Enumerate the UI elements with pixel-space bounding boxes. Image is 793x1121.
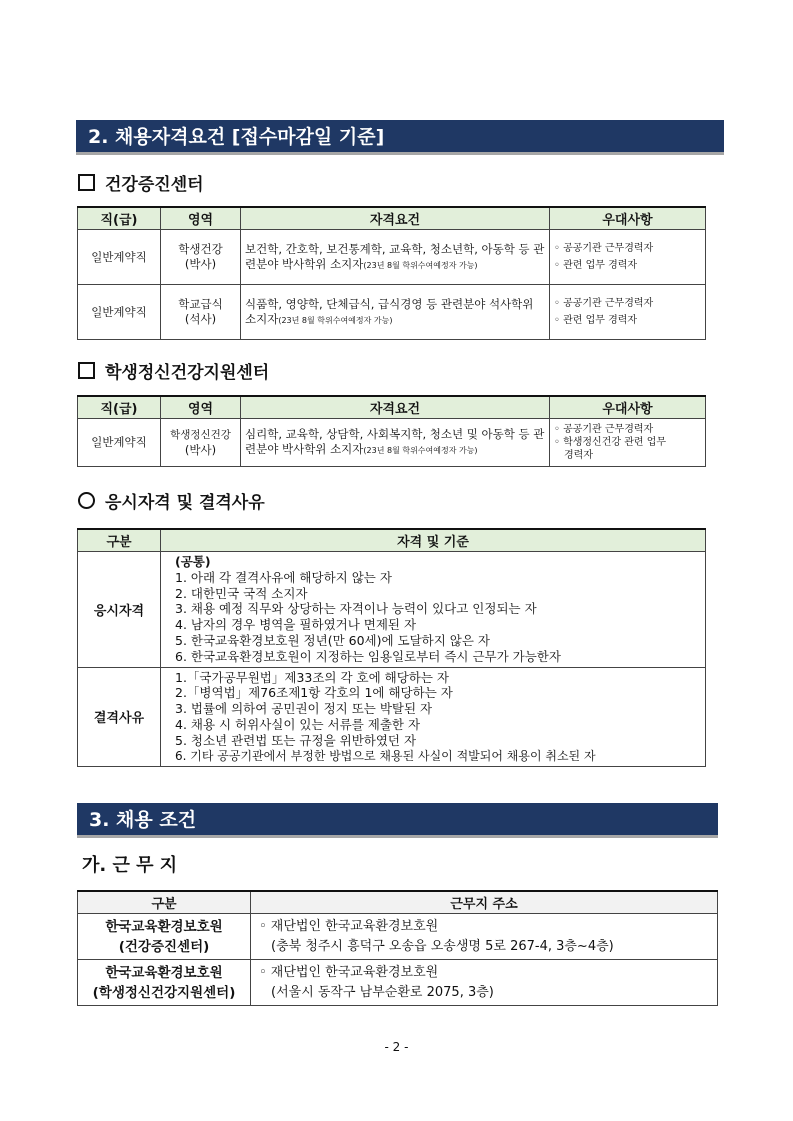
table-row bbox=[78, 285, 706, 340]
apply-common: (공통) bbox=[175, 554, 211, 569]
list-item: 5. 한국교육환경보호원 정년(만 60세)에 도달하지 않은 자 bbox=[175, 632, 491, 648]
header-category: 구분 bbox=[78, 891, 251, 914]
list-item: 6. 기타 공공기관에서 부정한 방법으로 채용된 사실이 적발되어 채용이 취소된 자 bbox=[175, 748, 596, 763]
table-row bbox=[78, 552, 706, 668]
requirements-text: 식품학, 영양학, 단체급식, 급식경영 등 관련분야 석사학위 소지자 bbox=[245, 296, 534, 326]
grade-cell: 일반계약직 bbox=[78, 230, 161, 285]
preference-cell bbox=[550, 419, 706, 467]
disqualification-cell bbox=[161, 667, 706, 767]
table-row bbox=[78, 960, 718, 1006]
requirements-note: (23년 8월 학위수여예정자 가능) bbox=[278, 315, 393, 325]
header-area: 영역 bbox=[161, 207, 241, 230]
list-item: 4. 채용 시 허위사실이 있는 서류를 제출한 자 bbox=[175, 716, 421, 732]
org-name: 한국교육환경보호원 bbox=[105, 964, 223, 981]
requirements-note: (23년 8월 학위수여예정자 가능) bbox=[363, 260, 478, 270]
table-row bbox=[78, 914, 718, 960]
requirements-note: (23년 8월 학위수여예정자 가능) bbox=[363, 446, 478, 455]
workplace-table bbox=[77, 890, 718, 1006]
requirements-cell bbox=[241, 419, 550, 467]
eligibility-table bbox=[77, 528, 706, 767]
preference-item: ◦ 공공기관 근무경력자 bbox=[554, 243, 654, 254]
section-3-title: 3. 채용 조건 bbox=[89, 809, 197, 831]
area-cell bbox=[161, 285, 241, 340]
health-center-table bbox=[77, 206, 706, 340]
circle-bullet-icon bbox=[78, 492, 95, 509]
page-number: - 2 - bbox=[384, 1040, 409, 1054]
grade-cell: 일반계약직 bbox=[78, 285, 161, 340]
header-grade: 직(급) bbox=[78, 396, 161, 419]
area-name: 학생정신건강 bbox=[170, 428, 231, 441]
preference-item: ◦ 공공기관 근무경력자 bbox=[554, 424, 654, 435]
workplace-heading: 가. 근 무 지 bbox=[82, 855, 178, 876]
org-dept: (학생정신건강지원센터) bbox=[92, 984, 236, 1001]
health-center-heading bbox=[78, 170, 204, 195]
header-category: 구분 bbox=[78, 529, 161, 552]
apply-criteria-cell bbox=[161, 552, 706, 668]
square-bullet-icon bbox=[78, 174, 95, 191]
preference-item: ◦ 관련 업무 경력자 bbox=[554, 260, 638, 271]
requirements-cell bbox=[241, 285, 550, 340]
header-criteria: 자격 및 기준 bbox=[161, 529, 706, 552]
preference-item: ◦ 관련 업무 경력자 bbox=[554, 315, 638, 326]
area-degree: (박사) bbox=[184, 442, 217, 457]
header-requirements: 자격요건 bbox=[241, 396, 550, 419]
preference-cell bbox=[550, 285, 706, 340]
preference-item: 경력자 bbox=[564, 450, 593, 461]
table-row bbox=[78, 667, 706, 767]
list-item: 4. 남자의 경우 병역을 필하였거나 면제된 자 bbox=[175, 617, 417, 633]
eligibility-heading bbox=[78, 488, 265, 513]
area-cell bbox=[161, 419, 241, 467]
org-dept: (건강증진센터) bbox=[118, 938, 210, 955]
section-3-title-bar bbox=[77, 803, 718, 838]
org-cell bbox=[78, 914, 251, 960]
mental-center-title: 학생정신건강지원센터 bbox=[105, 363, 270, 383]
address-cell bbox=[251, 960, 718, 1006]
list-item: 2. 대한민국 국적 소지자 bbox=[175, 585, 308, 601]
area-cell bbox=[161, 230, 241, 285]
address-line: (서울시 동작구 남부순환로 2075, 3층) bbox=[271, 984, 494, 1000]
org-cell bbox=[78, 960, 251, 1006]
table-row bbox=[78, 419, 706, 467]
grade-cell: 일반계약직 bbox=[78, 419, 161, 467]
header-preference: 우대사항 bbox=[550, 396, 706, 419]
list-item: 1.「국가공무원법」제33조의 각 호에 해당하는 자 bbox=[175, 669, 450, 685]
preference-cell bbox=[550, 230, 706, 285]
disqualification-label: 결격사유 bbox=[78, 667, 161, 767]
requirements-cell bbox=[241, 230, 550, 285]
address-line: ◦ 재단법인 한국교육환경보호원 bbox=[259, 964, 439, 980]
area-name: 학생건강 bbox=[178, 242, 223, 256]
health-center-title: 건강증진센터 bbox=[105, 175, 204, 195]
list-item: 6. 한국교육환경보호원이 지정하는 임용일로부터 즉시 근무가 가능한자 bbox=[175, 648, 561, 664]
list-item: 3. 채용 예정 직무와 상당하는 자격이나 능력이 있다고 인정되는 자 bbox=[175, 601, 537, 617]
header-area: 영역 bbox=[161, 396, 241, 419]
area-degree: (석사) bbox=[184, 312, 217, 326]
address-cell bbox=[251, 914, 718, 960]
preference-item: ◦ 학생정신건강 관련 업무 bbox=[554, 437, 667, 448]
header-grade: 직(급) bbox=[78, 207, 161, 230]
eligibility-title: 응시자격 및 결격사유 bbox=[105, 493, 265, 513]
header-requirements: 자격요건 bbox=[241, 207, 550, 230]
address-line: (충북 청주시 흥덕구 오송읍 오송생명 5로 267-4, 3층~4층) bbox=[271, 938, 614, 954]
area-name: 학교급식 bbox=[178, 297, 223, 311]
apply-label: 응시자격 bbox=[78, 552, 161, 668]
list-item: 2.「병역법」제76조제1항 각호의 1에 해당하는 자 bbox=[175, 685, 453, 701]
mental-center-table bbox=[77, 395, 706, 467]
requirements-text: 심리학, 교육학, 상담학, 사회복지학, 청소년 및 아동학 등 관련분야 박사학위 소지자 bbox=[245, 427, 545, 456]
list-item: 3. 법률에 의하여 공민권이 정지 또는 박탈된 자 bbox=[175, 701, 433, 717]
area-degree: (박사) bbox=[184, 257, 217, 271]
requirements-text: 보건학, 간호학, 보건통계학, 교육학, 청소년학, 아동학 등 관련분야 박사학위 소지자 bbox=[245, 241, 545, 271]
address-line: ◦ 재단법인 한국교육환경보호원 bbox=[259, 918, 439, 934]
org-name: 한국교육환경보호원 bbox=[105, 918, 223, 935]
mental-center-heading bbox=[78, 358, 269, 383]
section-2-title: 2. 채용자격요건 [접수마감일 기준] bbox=[88, 126, 385, 148]
preference-item: ◦ 공공기관 근무경력자 bbox=[554, 298, 654, 309]
table-row bbox=[78, 230, 706, 285]
header-preference: 우대사항 bbox=[550, 207, 706, 230]
list-item: 1. 아래 각 결격사유에 해당하지 않는 자 bbox=[175, 569, 392, 585]
section-2-title-bar bbox=[76, 120, 724, 155]
list-item: 5. 청소년 관련법 또는 규정을 위반하였던 자 bbox=[175, 732, 417, 748]
square-bullet-icon bbox=[78, 362, 95, 379]
header-address: 근무지 주소 bbox=[251, 891, 718, 914]
